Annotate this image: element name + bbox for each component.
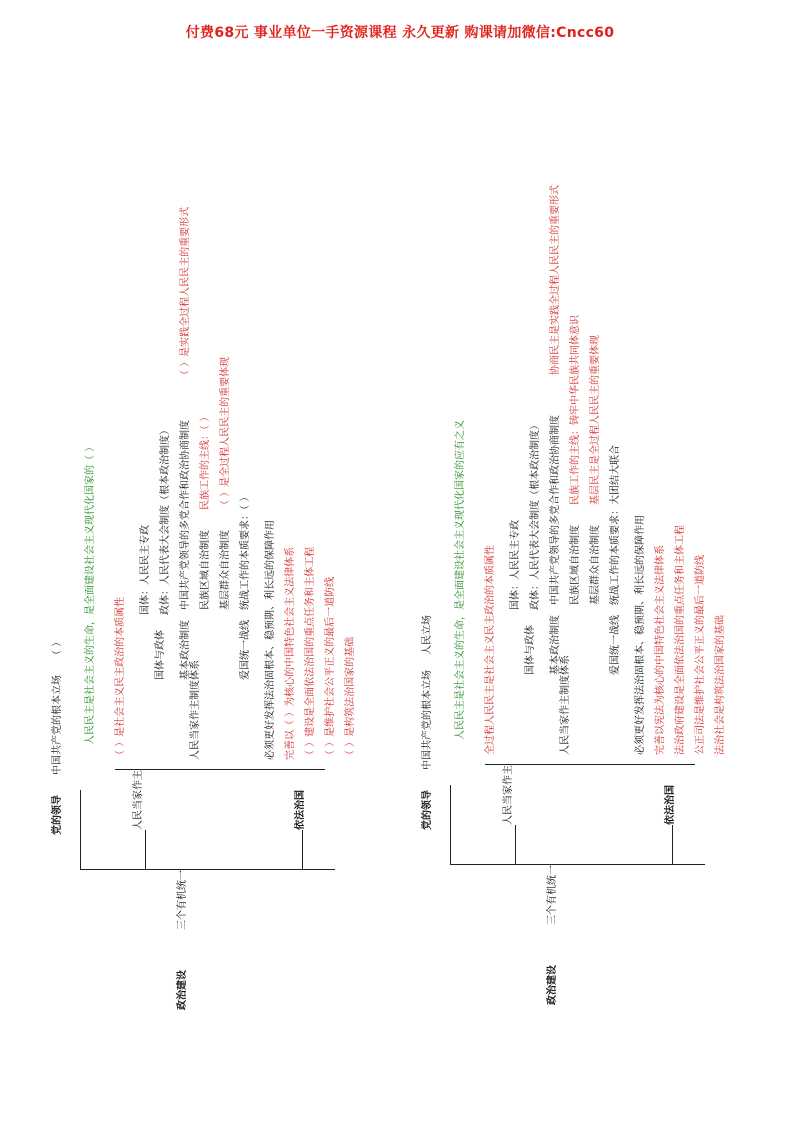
fundamental-stance-node: 中国共产党的根本立场: [52, 675, 63, 775]
ethnic-node: 民族区域自治制度: [200, 530, 211, 610]
party-leadership-node: 党的领导: [52, 795, 63, 835]
connector: [485, 764, 695, 765]
consult-node: （ ）是实践全过程人民民主的重要形式: [180, 206, 191, 380]
guoti-node: 国体：人民民主专政: [140, 525, 151, 615]
promo-banner: 付费68元 事业单位一手资源课程 永久更新 购课请加微信:Cncc60: [185, 25, 615, 41]
institution-system-node: 人民当家作主制度体系: [190, 660, 201, 760]
law-item-2: （ ）建设是全面依法治国的重点任务和主体工程: [305, 546, 316, 760]
fundamental-stance-node: 中国共产党的根本立场: [422, 670, 433, 770]
connector: [450, 785, 451, 865]
ethnic-node: 民族区域自治制度: [570, 525, 581, 605]
uf-requirement-node: 统战工作的本质要求：大团结大联合: [610, 445, 621, 605]
root-node: 政治建设: [177, 970, 188, 1010]
cpc-coop-node: 中国共产党领导的多党合作和政治协商制度: [550, 415, 561, 605]
connector: [302, 830, 303, 870]
law-item-1: 完善以宪法为核心的中国特色社会主义法律体系: [655, 545, 666, 755]
people-master-node: 人民当家作主: [503, 765, 514, 825]
party-life-node: 人民民主是社会主义的生命，是全面建设社会主义现代化国家的应有之义: [455, 420, 466, 740]
zhengti-node: 政体：人民代表大会制度（根本政治制度）: [530, 420, 541, 610]
connector: [450, 864, 705, 865]
party-leadership-node: 党的领导: [422, 790, 433, 830]
law-item-4: 法治社会是构筑法治国家的基础: [715, 615, 726, 755]
connector: [145, 830, 146, 870]
connector: [80, 869, 335, 870]
unity-node: 三个有机统一: [177, 870, 188, 930]
consult-node: 协商民主是实践全过程人民民主的重要形式: [550, 185, 561, 375]
grassroots-note-node: 基层民主是全过程人民民主的重要体现: [590, 335, 601, 505]
law-item-2: 法治政府建设是全面依法治国的重点任务和主体工程: [675, 525, 686, 755]
cpc-coop-node: 中国共产党领导的多党合作和政治协商制度: [180, 420, 191, 610]
grassroots-note-node: （ ）是全过程人民民主的重要体现: [220, 356, 231, 510]
must-adhere-node: 必须更好发挥法治固根本、稳预期、利长远的保障作用: [635, 515, 646, 755]
connector: [115, 769, 325, 770]
mindmap-blank: [40, 206, 356, 1010]
institution-system-node: 人民当家作主制度体系: [560, 655, 571, 755]
connector: [80, 790, 81, 870]
law-item-1: 完善以（ ）为核心的中国特色社会主义法律体系: [285, 546, 296, 760]
party-life-node: 人民民主是社会主义的生命，是全面建设社会主义现代化国家的（ ）: [85, 441, 96, 745]
unity-node: 三个有机统一: [547, 865, 558, 925]
grassroots-node: 基层群众自治制度: [590, 525, 601, 605]
uf-requirement-node: 统战工作的本质要求：（ ）: [240, 491, 251, 610]
rule-of-law-node: 依法治国: [295, 790, 306, 830]
united-front-node: 爱国统一战线: [240, 620, 251, 680]
essence-node: 全过程人民民主是社会主义民主政治的本质属性: [485, 545, 496, 755]
zhengti-node: 政体：人民代表大会制度（根本政治制度）: [160, 425, 171, 615]
law-item-3: （ ）是维护社会公平正义的最后一道防线: [325, 576, 336, 760]
stance-answer: 人民立场: [422, 615, 433, 655]
essence-node: （ ）是社会主义民主政治的本质属性: [115, 596, 126, 760]
guoti-node: 国体：人民民主专政: [510, 520, 521, 610]
root-node: 政治建设: [547, 965, 558, 1005]
people-master-node: 人民当家作主: [133, 770, 144, 830]
state-system-node: 国体与政体: [525, 625, 536, 675]
basic-political-node: 基本政治制度: [180, 620, 191, 680]
stance-blank: （ ）: [52, 636, 63, 660]
mindmap-answer: [410, 185, 726, 1005]
law-item-3: 公正司法是维护社会公平正义的最后一道防线: [695, 555, 706, 755]
rule-of-law-node: 依法治国: [665, 785, 676, 825]
ethnic-main-node: 民族工作的主线：（ ）: [200, 411, 211, 510]
basic-political-node: 基本政治制度: [550, 615, 561, 675]
connector: [672, 825, 673, 865]
law-item-4: （ ）是构筑法治国家的基础: [345, 636, 356, 760]
grassroots-node: 基层群众自治制度: [220, 530, 231, 610]
connector: [515, 825, 516, 865]
must-adhere-node: 必须更好发挥法治固根本、稳预期、利长远的保障作用: [265, 520, 276, 760]
ethnic-main-node: 民族工作的主线：铸牢中华民族共同体意识: [570, 315, 581, 505]
united-front-node: 爱国统一战线: [610, 615, 621, 675]
state-system-node: 国体与政体: [155, 630, 166, 680]
